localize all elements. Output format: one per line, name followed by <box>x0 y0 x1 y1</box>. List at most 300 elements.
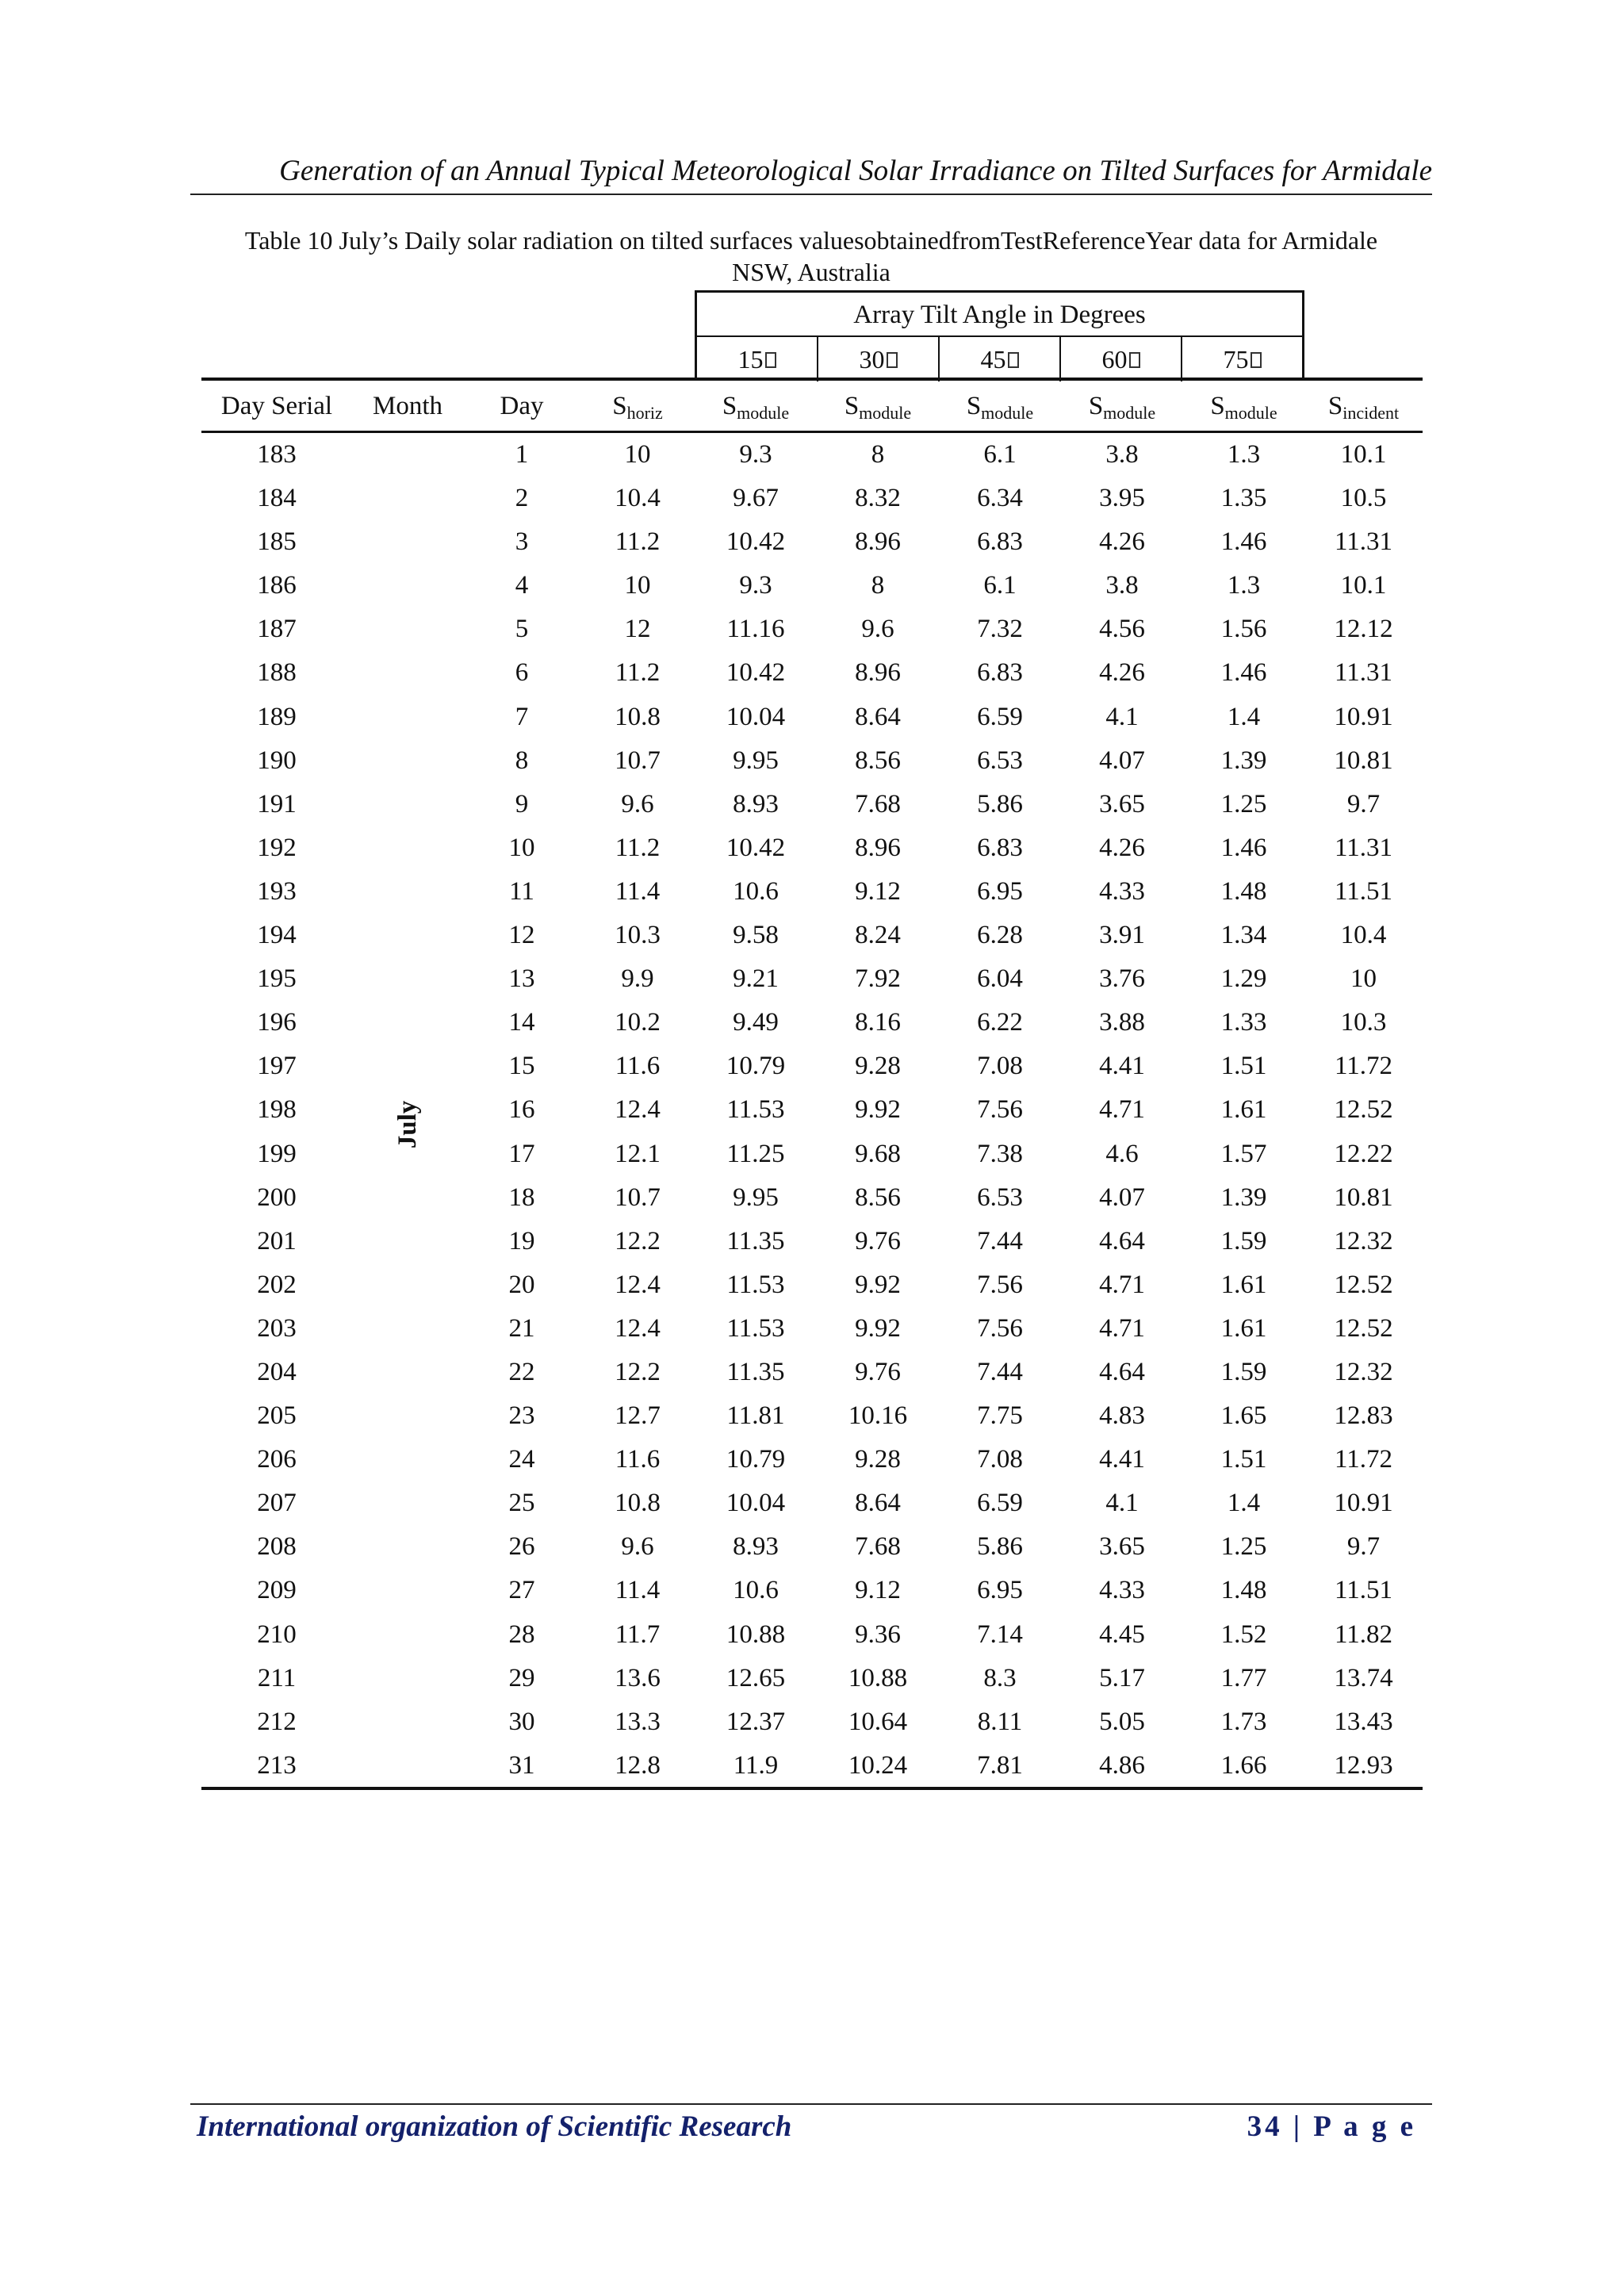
cell-s-horiz: 10 <box>624 571 651 600</box>
cell-s-incident: 12.32 <box>1334 1226 1393 1255</box>
table-caption <box>190 224 1432 288</box>
table-row <box>201 1744 1423 1788</box>
cell-s-horiz: 11.4 <box>615 876 661 906</box>
cell-s-incident: 12.52 <box>1334 1095 1393 1125</box>
cell-s-module-75: 1.46 <box>1220 658 1267 688</box>
cell-day: 28 <box>508 1619 535 1649</box>
cell-s-horiz: 12.4 <box>615 1095 661 1125</box>
tilt-angle-45: 45 <box>938 337 1059 381</box>
cell-s-incident: 10.4 <box>1340 921 1387 950</box>
cell-day: 16 <box>508 1095 535 1125</box>
cell-s-module-75: 1.56 <box>1220 615 1267 644</box>
degree-symbol-icon <box>1251 352 1262 368</box>
cell-day: 14 <box>508 1008 535 1037</box>
cell-s-incident: 11.72 <box>1334 1052 1393 1081</box>
cell-s-module-60: 3.95 <box>1099 484 1145 513</box>
cell-s-incident: 10.5 <box>1340 484 1387 513</box>
cell-day-serial: 197 <box>257 1052 297 1081</box>
cell-s-module-45: 7.44 <box>977 1226 1023 1255</box>
col-head-s-incident: $S_{incident}$ <box>1327 392 1400 423</box>
cell-s-module-30: 9.76 <box>855 1357 901 1386</box>
cell-day: 25 <box>508 1489 535 1518</box>
cell-s-horiz: 10.7 <box>615 746 661 775</box>
cell-s-module-75: 1.48 <box>1220 876 1267 906</box>
cell-s-horiz: 10.4 <box>615 484 661 513</box>
cell-s-horiz: 13.3 <box>615 1707 661 1736</box>
cell-s-module-60: 4.26 <box>1099 658 1145 688</box>
cell-s-horiz: 11.2 <box>615 527 661 557</box>
cell-s-module-45: 6.53 <box>977 1182 1023 1212</box>
table-row <box>201 914 1423 957</box>
cell-s-incident: 11.31 <box>1334 833 1393 862</box>
cell-day-serial: 204 <box>257 1357 297 1386</box>
col-head-s-module-60: $S_{module}$ <box>1088 392 1156 423</box>
table-bottom-rule <box>201 1787 1423 1790</box>
table-row <box>201 520 1423 564</box>
cell-s-module-75: 1.39 <box>1220 746 1267 775</box>
cell-day: 27 <box>508 1576 535 1605</box>
table-row <box>201 1263 1423 1307</box>
cell-s-module-15: 8.93 <box>733 1532 779 1562</box>
table-row <box>201 651 1423 695</box>
cell-s-module-45: 7.81 <box>977 1750 1023 1780</box>
cell-s-module-45: 6.04 <box>977 964 1023 994</box>
col-head-s-horiz: $S_{horiz}$ <box>612 392 663 423</box>
cell-day: 17 <box>508 1139 535 1168</box>
cell-s-module-60: 3.65 <box>1099 789 1145 818</box>
cell-day-serial: 206 <box>257 1445 297 1474</box>
cell-day: 4 <box>515 571 529 600</box>
cell-day-serial: 185 <box>257 527 297 557</box>
cell-s-module-15: 9.21 <box>733 964 779 994</box>
cell-day-serial: 199 <box>257 1139 297 1168</box>
table-row <box>201 957 1423 1001</box>
cell-s-incident: 10.81 <box>1334 1182 1393 1212</box>
tilt-angle-30: 30 <box>817 337 938 381</box>
cell-s-incident: 12.93 <box>1334 1750 1393 1780</box>
table-row <box>201 783 1423 826</box>
cell-s-module-15: 10.79 <box>726 1445 786 1474</box>
cell-day: 19 <box>508 1226 535 1255</box>
cell-s-module-75: 1.51 <box>1220 1052 1267 1081</box>
cell-s-horiz: 12.2 <box>615 1357 661 1386</box>
cell-s-module-75: 1.48 <box>1220 1576 1267 1605</box>
cell-s-incident: 11.51 <box>1334 1576 1393 1605</box>
table-row <box>201 477 1423 520</box>
cell-day: 3 <box>515 527 529 557</box>
cell-s-horiz: 11.2 <box>615 658 661 688</box>
cell-s-module-30: 7.68 <box>855 789 901 818</box>
cell-s-module-30: 7.68 <box>855 1532 901 1562</box>
cell-day-serial: 205 <box>257 1401 297 1431</box>
cell-s-module-60: 3.76 <box>1099 964 1145 994</box>
cell-s-module-45: 7.75 <box>977 1401 1023 1431</box>
cell-s-module-60: 3.8 <box>1105 440 1139 469</box>
cell-s-module-60: 4.26 <box>1099 527 1145 557</box>
cell-s-module-30: 10.24 <box>848 1750 908 1780</box>
col-head-month: Month <box>372 392 442 420</box>
cell-s-module-15: 10.88 <box>726 1619 786 1649</box>
degree-symbol-icon <box>765 352 776 368</box>
cell-s-module-30: 9.6 <box>861 615 894 644</box>
cell-s-module-60: 4.6 <box>1105 1139 1139 1168</box>
cell-day-serial: 191 <box>257 789 297 818</box>
table-top-rule <box>201 378 1423 381</box>
cell-s-module-60: 4.41 <box>1099 1445 1145 1474</box>
cell-day-serial: 211 <box>257 1663 297 1692</box>
cell-s-module-75: 1.29 <box>1220 964 1267 994</box>
cell-s-module-60: 3.8 <box>1105 571 1139 600</box>
cell-s-horiz: 10.3 <box>615 921 661 950</box>
cell-s-module-75: 1.77 <box>1220 1663 1267 1692</box>
cell-s-module-30: 8.56 <box>855 1182 901 1212</box>
cell-s-module-30: 9.36 <box>855 1619 901 1649</box>
cell-s-module-75: 1.65 <box>1220 1401 1267 1431</box>
tilt-angle-15: 15 <box>697 337 817 381</box>
cell-s-horiz: 12.2 <box>615 1226 661 1255</box>
cell-s-module-75: 1.33 <box>1220 1008 1267 1037</box>
cell-s-incident: 10.91 <box>1334 702 1393 731</box>
table-row <box>201 564 1423 608</box>
cell-s-module-60: 4.33 <box>1099 876 1145 906</box>
table-row <box>201 1394 1423 1438</box>
page-number: 34 <box>1247 2110 1283 2143</box>
cell-s-horiz: 12.4 <box>615 1270 661 1299</box>
table-row <box>201 1307 1423 1351</box>
cell-day-serial: 212 <box>257 1707 297 1736</box>
cell-s-module-15: 9.3 <box>739 571 772 600</box>
cell-s-module-45: 6.1 <box>983 571 1017 600</box>
tilt-angle-row <box>697 337 1302 381</box>
cell-day: 30 <box>508 1707 535 1736</box>
cell-s-incident: 12.52 <box>1334 1270 1393 1299</box>
table-row <box>201 1045 1423 1088</box>
cell-s-module-30: 8.96 <box>855 833 901 862</box>
cell-day-serial: 208 <box>257 1532 297 1562</box>
footer-rule <box>190 2103 1432 2105</box>
cell-day: 5 <box>515 615 529 644</box>
cell-day-serial: 200 <box>257 1182 297 1212</box>
cell-s-module-45: 6.59 <box>977 702 1023 731</box>
table-row <box>201 608 1423 651</box>
cell-s-module-60: 3.65 <box>1099 1532 1145 1562</box>
cell-s-module-30: 8.16 <box>855 1008 901 1037</box>
cell-s-module-30: 9.28 <box>855 1445 901 1474</box>
cell-s-module-45: 7.44 <box>977 1357 1023 1386</box>
tilt-angle-header <box>695 290 1304 379</box>
cell-s-module-75: 1.46 <box>1220 833 1267 862</box>
cell-s-module-30: 7.92 <box>855 964 901 994</box>
cell-s-module-75: 1.25 <box>1220 1532 1267 1562</box>
cell-s-module-75: 1.51 <box>1220 1445 1267 1474</box>
cell-s-module-15: 10.42 <box>726 658 786 688</box>
cell-s-module-60: 4.45 <box>1099 1619 1145 1649</box>
cell-s-module-15: 10.04 <box>726 702 786 731</box>
cell-s-horiz: 10.8 <box>615 1489 661 1518</box>
col-head-s-module-15: $S_{module}$ <box>722 392 790 423</box>
cell-day: 13 <box>508 964 535 994</box>
table-row <box>201 1088 1423 1132</box>
cell-s-incident: 10.91 <box>1334 1489 1393 1518</box>
cell-day: 22 <box>508 1357 535 1386</box>
cell-s-module-60: 4.64 <box>1099 1357 1145 1386</box>
cell-s-module-30: 9.92 <box>855 1270 901 1299</box>
cell-s-module-60: 4.71 <box>1099 1095 1145 1125</box>
cell-day-serial: 213 <box>257 1750 297 1780</box>
table-row <box>201 739 1423 783</box>
cell-s-module-45: 7.08 <box>977 1052 1023 1081</box>
cell-s-module-75: 1.61 <box>1220 1313 1267 1343</box>
cell-s-horiz: 10.7 <box>615 1182 661 1212</box>
cell-s-incident: 10.3 <box>1340 1008 1387 1037</box>
cell-day: 9 <box>515 789 529 818</box>
cell-s-horiz: 9.6 <box>621 1532 654 1562</box>
cell-s-module-45: 6.95 <box>977 876 1023 906</box>
cell-day: 21 <box>508 1313 535 1343</box>
cell-s-module-45: 7.38 <box>977 1139 1023 1168</box>
cell-day: 10 <box>508 833 535 862</box>
cell-s-module-60: 4.64 <box>1099 1226 1145 1255</box>
cell-s-horiz: 12.7 <box>615 1401 661 1431</box>
cell-s-module-30: 8.64 <box>855 702 901 731</box>
cell-day: 8 <box>515 746 529 775</box>
cell-s-module-45: 7.08 <box>977 1445 1023 1474</box>
table-row <box>201 1133 1423 1176</box>
table-row <box>201 870 1423 914</box>
cell-s-module-30: 9.92 <box>855 1095 901 1125</box>
cell-s-module-30: 10.64 <box>848 1707 908 1736</box>
cell-s-horiz: 12.1 <box>615 1139 661 1168</box>
cell-s-incident: 12.22 <box>1334 1139 1393 1168</box>
tilt-angle-title: Array Tilt Angle in Degrees <box>697 293 1302 337</box>
cell-s-incident: 10 <box>1350 964 1377 994</box>
cell-s-module-60: 5.17 <box>1099 1663 1145 1692</box>
cell-s-module-75: 1.4 <box>1227 1489 1261 1518</box>
cell-s-incident: 11.72 <box>1334 1445 1393 1474</box>
cell-s-module-15: 9.95 <box>733 1182 779 1212</box>
cell-s-module-60: 3.91 <box>1099 921 1145 950</box>
cell-s-module-60: 4.07 <box>1099 1182 1145 1212</box>
cell-day-serial: 183 <box>257 440 297 469</box>
cell-s-module-30: 8.96 <box>855 658 901 688</box>
cell-s-module-60: 4.86 <box>1099 1750 1145 1780</box>
table-row <box>201 696 1423 739</box>
cell-day-serial: 186 <box>257 571 297 600</box>
cell-s-module-30: 8.24 <box>855 921 901 950</box>
cell-s-module-30: 9.68 <box>855 1139 901 1168</box>
cell-s-module-30: 8.32 <box>855 484 901 513</box>
col-head-s-module-30: $S_{module}$ <box>844 392 912 423</box>
cell-s-module-45: 8.11 <box>977 1707 1023 1736</box>
cell-day: 29 <box>508 1663 535 1692</box>
cell-s-module-75: 1.3 <box>1227 440 1261 469</box>
cell-s-horiz: 11.4 <box>615 1576 661 1605</box>
cell-s-module-30: 8 <box>871 440 885 469</box>
cell-s-horiz: 10 <box>624 440 651 469</box>
cell-s-module-30: 10.16 <box>848 1401 908 1431</box>
cell-day: 31 <box>508 1750 535 1780</box>
cell-s-module-45: 6.83 <box>977 833 1023 862</box>
running-header <box>190 151 1432 195</box>
cell-s-module-30: 9.12 <box>855 876 901 906</box>
cell-s-module-15: 10.6 <box>733 1576 779 1605</box>
cell-s-module-75: 1.25 <box>1220 789 1267 818</box>
cell-day: 2 <box>515 484 529 513</box>
cell-s-module-45: 6.83 <box>977 527 1023 557</box>
cell-s-module-15: 11.35 <box>726 1226 785 1255</box>
table-row <box>201 1613 1423 1657</box>
cell-s-module-60: 4.71 <box>1099 1313 1145 1343</box>
cell-s-module-30: 10.88 <box>848 1663 908 1692</box>
cell-day-serial: 184 <box>257 484 297 513</box>
cell-s-module-15: 9.49 <box>733 1008 779 1037</box>
cell-day: 6 <box>515 658 529 688</box>
cell-s-incident: 12.32 <box>1334 1357 1393 1386</box>
cell-s-module-45: 6.59 <box>977 1489 1023 1518</box>
cell-s-module-30: 8.96 <box>855 527 901 557</box>
cell-s-incident: 12.12 <box>1334 615 1393 644</box>
cell-s-horiz: 12.8 <box>615 1750 661 1780</box>
cell-day-serial: 194 <box>257 921 297 950</box>
cell-day: 20 <box>508 1270 535 1299</box>
cell-s-module-75: 1.61 <box>1220 1270 1267 1299</box>
cell-s-horiz: 9.9 <box>621 964 654 994</box>
cell-s-module-15: 10.79 <box>726 1052 786 1081</box>
tilt-angle-60: 60 <box>1059 337 1181 381</box>
cell-s-horiz: 11.7 <box>615 1619 661 1649</box>
cell-s-incident: 13.74 <box>1334 1663 1393 1692</box>
cell-s-module-60: 4.56 <box>1099 615 1145 644</box>
cell-s-horiz: 12 <box>624 615 651 644</box>
cell-s-module-15: 9.95 <box>733 746 779 775</box>
cell-day: 7 <box>515 702 529 731</box>
cell-s-module-75: 1.61 <box>1220 1095 1267 1125</box>
cell-day-serial: 192 <box>257 833 297 862</box>
degree-symbol-icon <box>1129 352 1140 368</box>
footer-page <box>1247 2110 1416 2144</box>
cell-day: 1 <box>515 440 529 469</box>
cell-s-module-45: 5.86 <box>977 1532 1023 1562</box>
cell-s-incident: 11.82 <box>1334 1619 1393 1649</box>
cell-s-module-45: 7.56 <box>977 1270 1023 1299</box>
degree-symbol-icon <box>1008 352 1019 368</box>
cell-s-incident: 11.31 <box>1334 527 1393 557</box>
cell-s-module-15: 11.53 <box>726 1270 785 1299</box>
cell-s-module-15: 8.93 <box>733 789 779 818</box>
cell-s-module-45: 6.53 <box>977 746 1023 775</box>
degree-symbol-icon <box>887 352 898 368</box>
cell-s-module-75: 1.34 <box>1220 921 1267 950</box>
cell-s-module-30: 8 <box>871 571 885 600</box>
table-row <box>201 1700 1423 1744</box>
cell-s-module-15: 12.65 <box>726 1663 786 1692</box>
cell-s-module-45: 6.34 <box>977 484 1023 513</box>
table-row <box>201 1001 1423 1045</box>
cell-s-horiz: 13.6 <box>615 1663 661 1692</box>
cell-day-serial: 198 <box>257 1095 297 1125</box>
cell-s-module-45: 7.14 <box>977 1619 1023 1649</box>
cell-s-module-15: 10.42 <box>726 527 786 557</box>
cell-s-module-75: 1.3 <box>1227 571 1261 600</box>
cell-s-module-75: 1.35 <box>1220 484 1267 513</box>
cell-s-incident: 9.7 <box>1346 1532 1381 1562</box>
table-row <box>201 1569 1423 1612</box>
cell-s-incident: 11.51 <box>1334 876 1393 906</box>
cell-s-module-45: 6.1 <box>983 440 1017 469</box>
cell-s-module-30: 8.56 <box>855 746 901 775</box>
cell-s-module-45: 6.95 <box>977 1576 1023 1605</box>
cell-s-incident: 11.31 <box>1334 658 1393 688</box>
page-word: | P a g e <box>1293 2110 1416 2143</box>
cell-s-module-30: 9.12 <box>855 1576 901 1605</box>
cell-s-module-75: 1.46 <box>1220 527 1267 557</box>
month-label: July <box>393 1100 422 1149</box>
cell-s-module-45: 5.86 <box>977 789 1023 818</box>
cell-s-module-15: 9.58 <box>733 921 779 950</box>
cell-s-module-15: 11.9 <box>733 1750 779 1780</box>
table-row <box>201 1220 1423 1263</box>
cell-s-module-75: 1.4 <box>1227 702 1261 731</box>
cell-s-module-15: 9.67 <box>733 484 779 513</box>
cell-s-module-15: 11.53 <box>726 1095 785 1125</box>
cell-s-module-45: 6.22 <box>977 1008 1023 1037</box>
table-row <box>201 433 1423 477</box>
cell-s-module-60: 4.1 <box>1105 1489 1139 1518</box>
cell-s-module-45: 7.32 <box>977 615 1023 644</box>
cell-s-module-75: 1.59 <box>1220 1357 1267 1386</box>
cell-day-serial: 195 <box>257 964 297 994</box>
cell-s-module-15: 11.16 <box>726 615 785 644</box>
cell-day-serial: 189 <box>257 702 297 731</box>
tilt-angle-75: 75 <box>1181 337 1302 381</box>
footer-journal: International organization of Scientific Research <box>197 2110 792 2143</box>
cell-day-serial: 190 <box>257 746 297 775</box>
cell-s-horiz: 10.8 <box>615 702 661 731</box>
table-row <box>201 826 1423 870</box>
col-head-s-module-45: $S_{module}$ <box>966 392 1034 423</box>
cell-s-module-30: 8.64 <box>855 1489 901 1518</box>
cell-day-serial: 187 <box>257 615 297 644</box>
cell-day: 24 <box>508 1445 535 1474</box>
cell-s-module-60: 3.88 <box>1099 1008 1145 1037</box>
cell-s-module-15: 11.35 <box>726 1357 785 1386</box>
cell-s-incident: 12.83 <box>1334 1401 1393 1431</box>
cell-s-incident: 13.43 <box>1334 1707 1393 1736</box>
cell-s-module-60: 4.33 <box>1099 1576 1145 1605</box>
cell-day-serial: 203 <box>257 1313 297 1343</box>
cell-s-module-45: 6.28 <box>977 921 1023 950</box>
cell-day-serial: 202 <box>257 1270 297 1299</box>
cell-s-module-45: 8.3 <box>983 1663 1017 1692</box>
cell-day-serial: 210 <box>257 1619 297 1649</box>
cell-s-module-60: 4.26 <box>1099 833 1145 862</box>
cell-s-module-60: 4.71 <box>1099 1270 1145 1299</box>
cell-s-module-75: 1.66 <box>1220 1750 1267 1780</box>
cell-day: 18 <box>508 1182 535 1212</box>
cell-s-module-15: 11.25 <box>726 1139 785 1168</box>
cell-s-module-15: 10.42 <box>726 833 786 862</box>
cell-s-module-75: 1.57 <box>1220 1139 1267 1168</box>
cell-s-module-60: 4.1 <box>1105 702 1139 731</box>
table-row <box>201 1525 1423 1569</box>
cell-s-horiz: 10.2 <box>615 1008 661 1037</box>
cell-day: 11 <box>509 876 534 906</box>
col-head-day: Day <box>500 392 544 420</box>
table-row <box>201 1657 1423 1700</box>
cell-s-module-15: 10.04 <box>726 1489 786 1518</box>
cell-s-module-60: 5.05 <box>1099 1707 1145 1736</box>
cell-s-module-60: 4.07 <box>1099 746 1145 775</box>
